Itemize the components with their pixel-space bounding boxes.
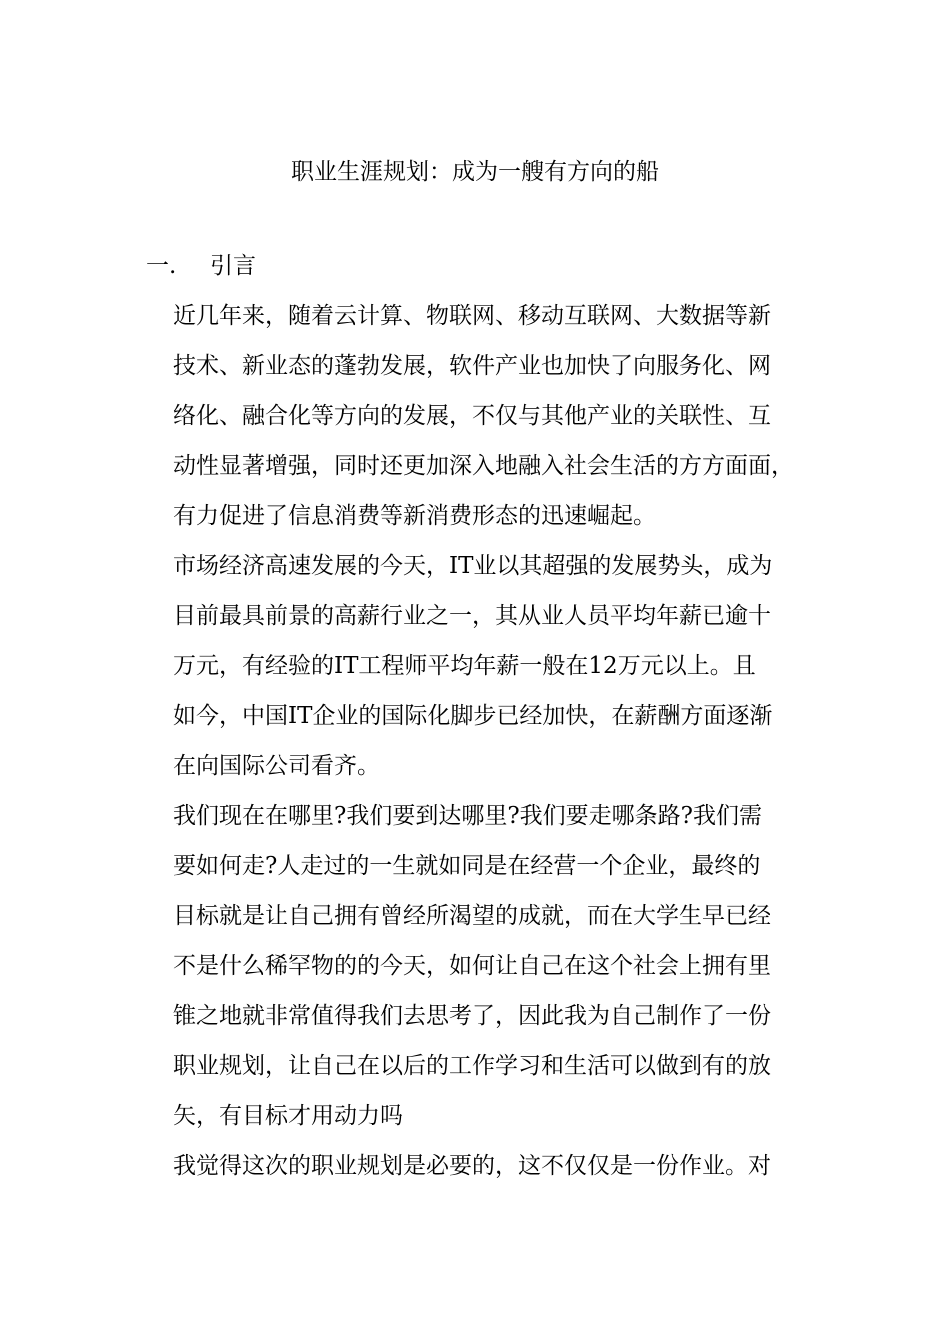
body-line: 目标就是让自己拥有曾经所渴望的成就，而在大学生早已经 xyxy=(173,903,771,929)
section-number: 一. xyxy=(146,253,177,279)
body-line: 职业规划，让自己在以后的工作学习和生活可以做到有的放 xyxy=(173,1053,771,1079)
body-line: 我觉得这次的职业规划是必要的，这不仅仅是一份作业。对 xyxy=(173,1153,771,1179)
body-line: 有力促进了信息消费等新消费形态的迅速崛起。 xyxy=(173,503,656,529)
body-line: 技术、新业态的蓬勃发展，软件产业也加快了向服务化、网 xyxy=(173,353,771,379)
body-line: 目前最具前景的高薪行业之一，其从业人员平均年薪已逾十 xyxy=(173,603,771,629)
body-line: 如今，中国IT企业的国际化脚步已经加快，在薪酬方面逐渐 xyxy=(173,703,773,729)
body-line: 矢，有目标才用动力吗 xyxy=(173,1103,403,1129)
body-line: 动性显著增强，同时还更加深入地融入社会生活的方方面面， xyxy=(173,453,794,479)
body-line: 要如何走?人走过的一生就如同是在经营一个企业，最终的 xyxy=(173,853,761,879)
section-heading-text: 引言 xyxy=(210,253,256,279)
body-line: 在向国际公司看齐。 xyxy=(173,753,380,779)
body-line: 近几年来，随着云计算、物联网、移动互联网、大数据等新 xyxy=(173,303,771,329)
document-title: 职业生涯规划：成为一艘有方向的船 xyxy=(291,159,659,185)
section-heading xyxy=(146,246,256,286)
body-line: 万元，有经验的IT工程师平均年薪一般在12万元以上。且 xyxy=(173,653,756,679)
body-line: 锥之地就非常值得我们去思考了，因此我为自己制作了一份 xyxy=(173,1003,771,1029)
body-line: 市场经济高速发展的今天，IT业以其超强的发展势头，成为 xyxy=(173,553,773,579)
body-line: 络化、融合化等方向的发展，不仅与其他产业的关联性、互 xyxy=(173,403,771,429)
body-line: 我们现在在哪里?我们要到达哪里?我们要走哪条路?我们需 xyxy=(173,803,762,829)
body-line: 不是什么稀罕物的的今天，如何让自己在这个社会上拥有里 xyxy=(173,953,771,979)
